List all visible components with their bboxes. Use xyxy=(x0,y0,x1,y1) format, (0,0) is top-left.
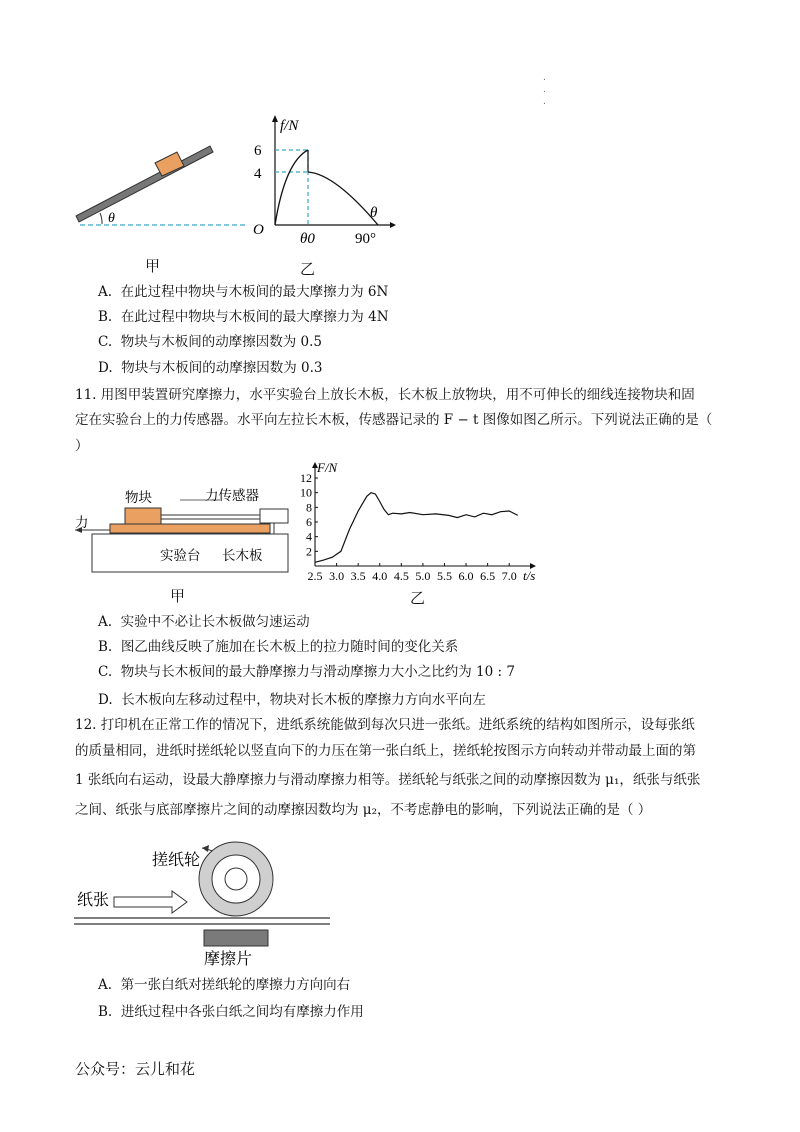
paper-feed-figure xyxy=(72,835,332,970)
force-time-chart xyxy=(295,458,545,586)
q11-caption-yi: 乙 xyxy=(410,589,426,607)
block xyxy=(125,508,161,524)
board-label: 长木板 xyxy=(222,548,263,563)
paper-direction-arrow xyxy=(114,891,187,913)
q12-option-a: A. 第一张白纸对搓纸轮的摩擦力方向向右 xyxy=(98,977,351,993)
friction-angle-graph xyxy=(250,110,400,255)
kinetic-friction-curve xyxy=(308,172,378,225)
force-sensor xyxy=(260,509,288,523)
y-axis-arrow xyxy=(272,115,278,122)
block-label: 物块 xyxy=(125,490,152,505)
q11-option-c: C. 物块与长木板间的最大静摩擦力与滑动摩擦力大小之比约为 10 : 7 xyxy=(98,664,515,680)
angle-arc xyxy=(100,213,102,224)
x-tick-label: 3.0 xyxy=(329,569,345,583)
q12-option-b: B. 进纸过程中各张白纸之间均有摩擦力作用 xyxy=(98,1004,364,1020)
q11-option-d: D. 长木板向左移动过程中，物块对长木板的摩擦力方向水平向左 xyxy=(98,692,486,708)
y-tick-label: 4 xyxy=(306,529,312,544)
incline-plank xyxy=(76,146,213,222)
x-tick-label: 5.5 xyxy=(436,569,452,583)
sensor-label: 力传感器 xyxy=(205,488,259,503)
x-tick-label: 3.5 xyxy=(350,569,366,583)
y-tick-label: 6 xyxy=(306,515,312,529)
paper-label: 纸张 xyxy=(77,892,110,909)
q11-option-b: B. 图乙曲线反映了施加在长木板上的拉力随时间的变化关系 xyxy=(98,639,459,655)
footer-credit: 公众号：云儿和花 xyxy=(75,1060,196,1078)
friction-pad xyxy=(204,930,268,946)
roller-label: 搓纸轮 xyxy=(152,852,201,869)
q10-option-c: C. 物块与木板间的动摩擦因数为 0.5 xyxy=(98,334,322,350)
x-axis-label: t/s xyxy=(523,568,536,583)
x-tick-label: 6.0 xyxy=(458,569,474,583)
fig-caption-yi: 乙 xyxy=(300,260,316,278)
force-label: 力 xyxy=(75,515,89,530)
q11-caption-jia: 甲 xyxy=(170,587,186,605)
x-tick-label: 7.0 xyxy=(501,569,517,583)
chart-axes xyxy=(312,462,536,569)
q10-option-d: D. 物块与木板间的动摩擦因数为 0.3 xyxy=(98,360,323,376)
y-tick-label: 8 xyxy=(306,500,312,515)
x-tick-label: 6.5 xyxy=(480,569,496,583)
y-axis-label: f/N xyxy=(280,118,299,134)
x-tick-theta0: θ0 xyxy=(300,231,315,247)
long-board xyxy=(110,524,270,533)
x-tick-label: 4.0 xyxy=(372,569,388,583)
y-tick-6: 6 xyxy=(254,143,262,159)
angle-label: θ xyxy=(108,211,115,226)
q10-option-b: B. 在此过程中物块与木板间的最大摩擦力为 4N xyxy=(98,309,389,325)
table-label: 实验台 xyxy=(160,548,201,563)
roller-hub xyxy=(225,868,247,890)
y-axis-label: F/N xyxy=(317,460,338,475)
q12-stem-line3: 1 张纸向右运动，设最大静摩擦力与滑动摩擦力相等。搓纸轮与纸张之间的动摩擦因数为 μ₁，纸张与纸张 xyxy=(75,772,701,788)
fig-caption-jia: 甲 xyxy=(145,257,161,275)
x-tick-label: 5.0 xyxy=(415,569,431,583)
q12-stem-line4: 之间、纸张与底部摩擦片之间的动摩擦因数均为 μ₂，不考虑静电的影响，下列说法正确的是（ ） xyxy=(75,802,652,818)
static-friction-curve xyxy=(275,150,308,225)
q11-stem-line1: 11. 用图甲装置研究摩擦力，水平实验台上放长木板，长木板上放物块，用不可伸长的细线连接物块和固 xyxy=(75,387,695,403)
header-dots: . . . xyxy=(543,73,546,107)
q11-option-a: A. 实验中不必让长木板做匀速运动 xyxy=(98,614,310,630)
y-tick-4: 4 xyxy=(254,166,262,182)
x-tick-label: 2.5 xyxy=(307,569,323,583)
q12-stem-line2: 的质量相同，进纸时搓纸轮以竖直向下的力压在第一张白纸上，搓纸轮按图示方向转动并带动最上面的第 xyxy=(75,743,696,759)
x-tick-label: 4.5 xyxy=(393,569,409,583)
q11-stem-line3: ） xyxy=(75,438,89,454)
origin-label: O xyxy=(253,222,264,238)
y-tick-label: 2 xyxy=(306,544,312,559)
q12-stem-line1: 12. 打印机在正常工作的情况下，进纸系统能做到每次只进一张纸。进纸系统的结构如图所示，设每张纸 xyxy=(75,717,695,733)
force-series-line xyxy=(315,493,518,563)
pad-label: 摩擦片 xyxy=(204,951,253,968)
y-tick-label: 10 xyxy=(300,485,312,500)
friction-apparatus-figure xyxy=(70,482,300,577)
q10-option-a: A. 在此过程中物块与木板间的最大摩擦力为 6N xyxy=(98,284,389,300)
y-tick-label: 12 xyxy=(300,471,312,485)
x-tick-90: 90° xyxy=(355,231,376,247)
incline-figure xyxy=(60,130,260,240)
x-axis-arrow xyxy=(390,222,396,228)
q11-stem-line2: 定在实验台上的力传感器。水平向左拉长木板，传感器记录的 F − t 图像如图乙所示。下列说法正确的是（ xyxy=(75,412,713,428)
x-axis-label: θ xyxy=(370,205,378,221)
